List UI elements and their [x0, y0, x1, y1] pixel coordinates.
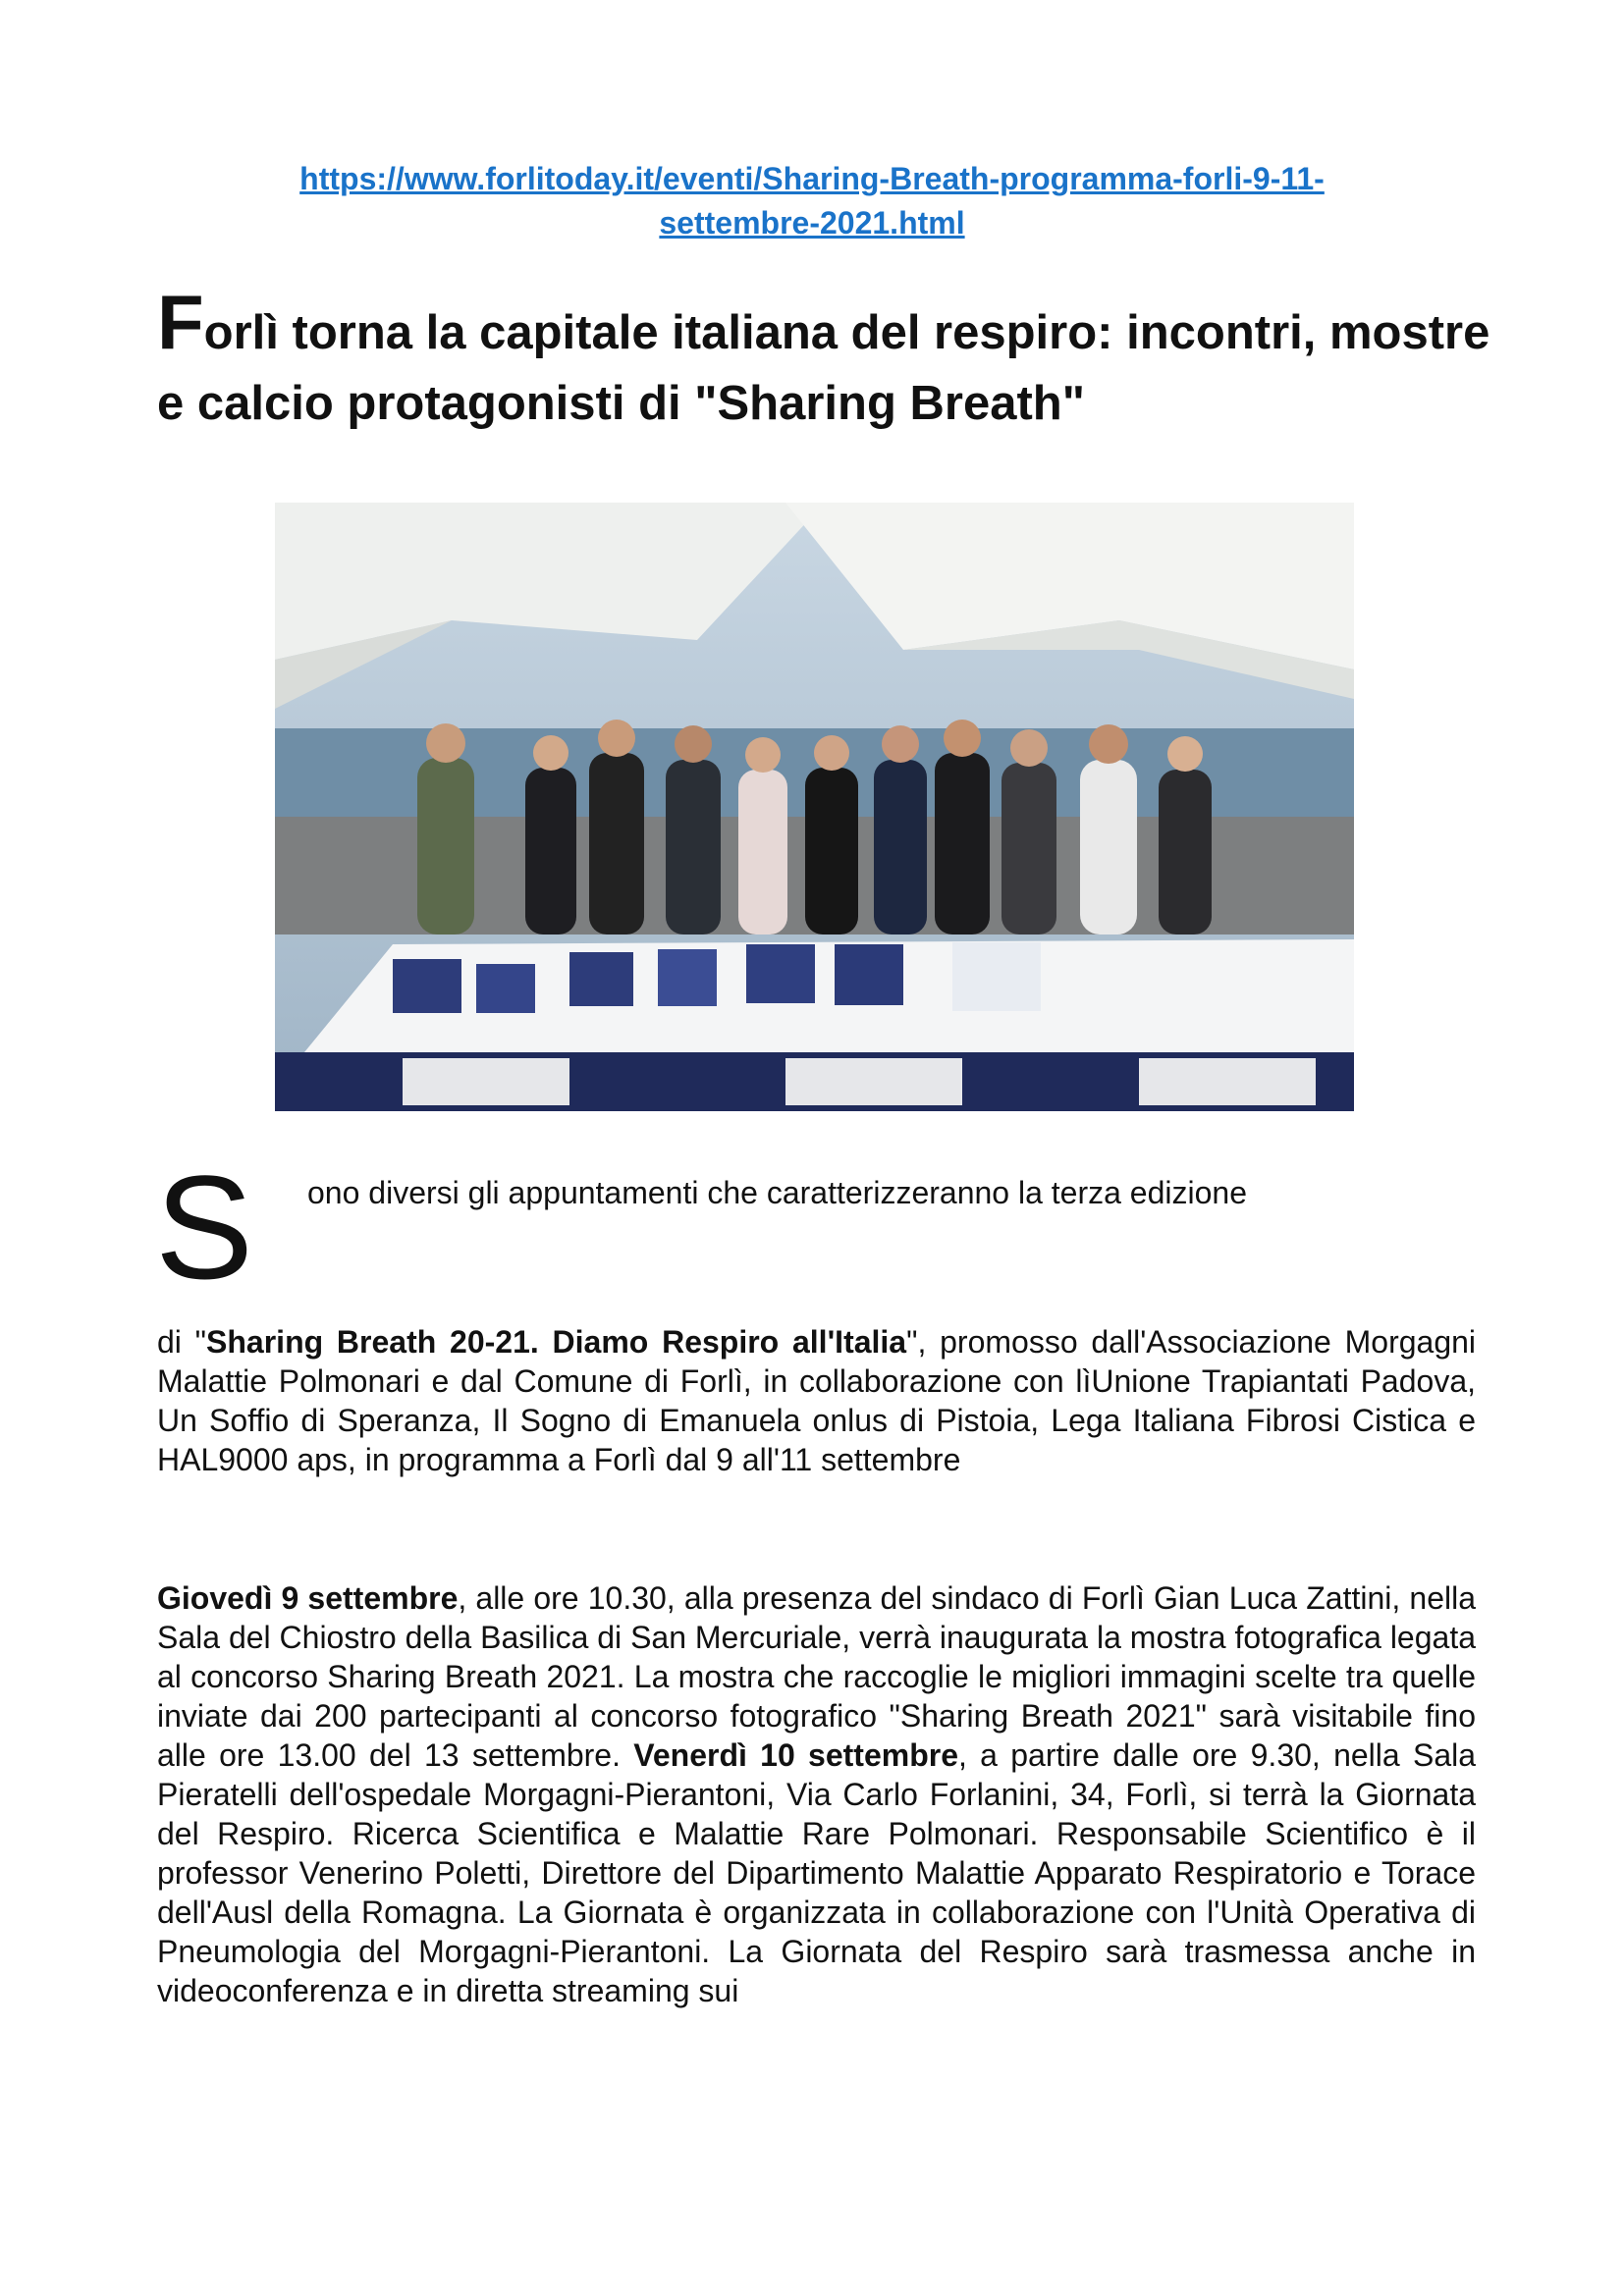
event-title: Sharing Breath 20-21. Diamo Respiro all'Italia	[206, 1324, 907, 1360]
article-headline	[157, 279, 1512, 439]
paragraph-schedule	[157, 1578, 1476, 2010]
headline-first-letter: F	[157, 279, 204, 365]
lead-first-line: ono diversi gli appuntamenti che caratterizzeranno la terza edizione	[307, 1175, 1247, 1210]
drop-cap: S	[155, 1145, 254, 1309]
source-link-line1[interactable]: https://www.forlitoday.it/eventi/Sharing-Breath-programma-forli-9-11-	[299, 161, 1325, 196]
intro-text-1: di "	[157, 1324, 207, 1360]
intro-text-2: ", promosso dall'Associazione Morgagni Malattie Polmonari e dal Comune di Forlì, in collaborazione con lìUnione Trapiantati Padova, Un Soffio di Speranza, Il Sogno di Emanuela onlus di Pistoia, Lega Italiana Fibrosi Cistica e HAL9000 aps, in programma a Forlì dal 9 all'11 settembre	[157, 1324, 1477, 1477]
press-conference-photo	[275, 503, 1354, 1111]
date-thursday: Giovedì 9 settembre	[157, 1580, 459, 1616]
schedule-text-2: , a partire dalle ore 9.30, nella Sala Pieratelli dell'ospedale Morgagni-Pierantoni, Via Carlo Forlanini, 34, Forlì, si terrà la Giornata del Respiro. Ricerca Scientifica e Malattie Rare Polmonari. Responsabile Scientifico è il professor Venerino Poletti, Direttore del Dipartimento Malattie Apparato Respiratorio e Torace dell'Ausl della Romagna. La Giornata è organizzata in collaborazione con l'Unità Operativa di Pneumologia del Morgagni-Pierantoni. La Giornata del Respiro sarà trasmessa anche in videoconferenza e in diretta streaming sui	[157, 1737, 1477, 2008]
paragraph-intro	[157, 1322, 1476, 1479]
headline-text: orlì torna la capitale italiana del respiro: incontri, mostre e calcio protagonisti di "Sharing Breath"	[157, 306, 1490, 430]
schedule-text-1: , alle ore 10.30, alla presenza del sindaco di Forlì Gian Luca Zattini, nella Sala del Chiostro della Basilica di San Mercuriale, verrà inaugurata la mostra fotografica legata al concorso Sharing Breath 2021. La mostra che raccoglie le migliori immagini scelte tra quelle inviate dai 200 partecipanti al concorso fotografico "Sharing Breath 2021" sarà visitabile fino alle ore 13.00 del 13 settembre.	[157, 1580, 1477, 1773]
date-friday: Venerdì 10 settembre	[633, 1737, 958, 1773]
source-link[interactable]	[157, 157, 1467, 245]
source-link-line2[interactable]: settembre-2021.html	[659, 205, 965, 240]
